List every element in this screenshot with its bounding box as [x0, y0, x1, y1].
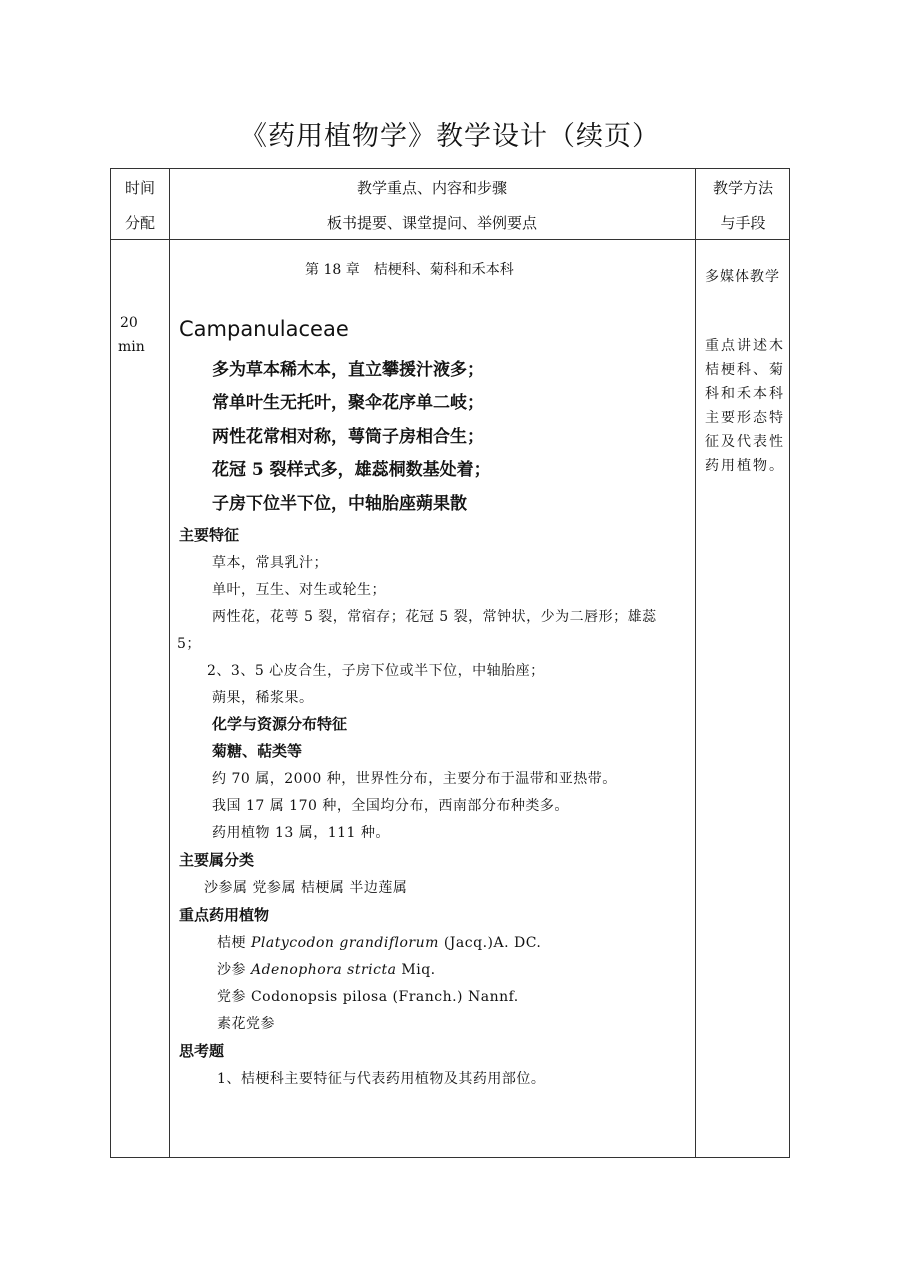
column-divider [695, 169, 696, 1157]
header-time-allocation [111, 171, 169, 241]
method-note-line: 桔梗科、菊 [705, 362, 785, 378]
poem-line: 子房下位半下位，中轴胎座蒴果散 [212, 494, 467, 514]
distribution-line: 我国 17 属 170 种，全国均分布，西南部分布种类多。 [212, 798, 569, 814]
method-note-line: 主要形态特 [705, 410, 785, 426]
method-note-line: 重点讲述木 [705, 338, 785, 354]
plant-item [217, 1013, 275, 1033]
method-note-line: 征及代表性 [705, 434, 785, 450]
method-note-line: 药用植物。 [705, 458, 785, 474]
time-value: 20 [120, 315, 138, 331]
plant-author: (Jacq.)A. DC. [438, 935, 542, 951]
feature-line: 单叶，互生、对生或轮生； [212, 582, 386, 598]
plant-author: Miq. [396, 962, 436, 978]
distribution-line: 药用植物 13 属，111 种。 [212, 825, 390, 841]
lesson-table [110, 168, 790, 1158]
plant-author: Codonopsis pilosa (Franch.) Nannf. [250, 989, 519, 1005]
plant-item [217, 959, 436, 979]
poem-line: 常单叶生无托叶，聚伞花序单二岐； [212, 393, 484, 413]
header-content [169, 171, 695, 241]
feature-line: 2、3、5 心皮合生，子房下位或半下位，中轴胎座； [207, 663, 545, 679]
plant-item [217, 932, 541, 952]
chapter-title: 第 18 章 桔梗科、菊科和禾本科 [305, 262, 514, 278]
plant-cn-name: 沙参 [217, 962, 251, 978]
header-time-line2: 分配 [124, 214, 155, 232]
question-line: 1、桔梗科主要特征与代表药用植物及其药用部位。 [217, 1071, 546, 1087]
feature-line: 5； [177, 636, 201, 652]
section-heading-plants: 重点药用植物 [179, 906, 270, 924]
feature-line: 蒴果，稀浆果。 [212, 690, 314, 706]
section-heading-features: 主要特征 [179, 526, 240, 544]
plant-item [217, 986, 519, 1006]
plant-latin-name: Adenophora stricta [250, 962, 397, 978]
feature-line: 草本，常具乳汁； [212, 555, 328, 571]
plant-cn-name: 素花党参 [217, 1016, 275, 1032]
poem-line: 多为草本稀木本，直立攀援汁液多； [212, 360, 484, 380]
distribution-line: 约 70 属，2000 种，世界性分布，主要分布于温带和亚热带。 [212, 771, 617, 787]
column-divider [169, 169, 170, 1157]
feature-line: 两性花，花萼 5 裂，常宿存；花冠 5 裂，常钟状，少为二唇形；雄蕊 [212, 609, 657, 625]
header-time-line1: 时间 [124, 179, 155, 197]
plant-latin-name: Platycodon grandiflorum [250, 935, 439, 951]
poem-line: 花冠 5 裂样式多，雄蕊桐数基处着； [212, 460, 491, 480]
header-methods-line1: 教学方法 [712, 179, 773, 197]
teaching-method: 多媒体教学 [705, 269, 780, 285]
header-methods [695, 171, 791, 241]
time-unit: min [118, 339, 145, 355]
chemistry-subheading: 菊糖、萜类等 [212, 742, 303, 760]
page-title: 《药用植物学》教学设计（续页） [240, 121, 660, 152]
method-note-line: 科和禾本科 [705, 386, 785, 402]
header-content-line2: 板书提要、课堂提问、举例要点 [326, 214, 537, 232]
section-heading-questions: 思考题 [179, 1042, 225, 1060]
header-content-line1: 教学重点、内容和步骤 [356, 179, 507, 197]
poem-line: 两性花常相对称，萼筒子房相合生； [212, 427, 484, 447]
section-heading-genera: 主要属分类 [179, 851, 255, 869]
method-notes [705, 334, 785, 478]
family-latin-name: Campanulaceae [179, 317, 349, 341]
header-methods-line2: 与手段 [720, 214, 766, 232]
genera-list: 沙参属 党参属 桔梗属 半边莲属 [204, 880, 408, 896]
section-heading-chemistry: 化学与资源分布特征 [212, 715, 348, 733]
plant-cn-name: 桔梗 [217, 935, 251, 951]
plant-cn-name: 党参 [217, 989, 251, 1005]
